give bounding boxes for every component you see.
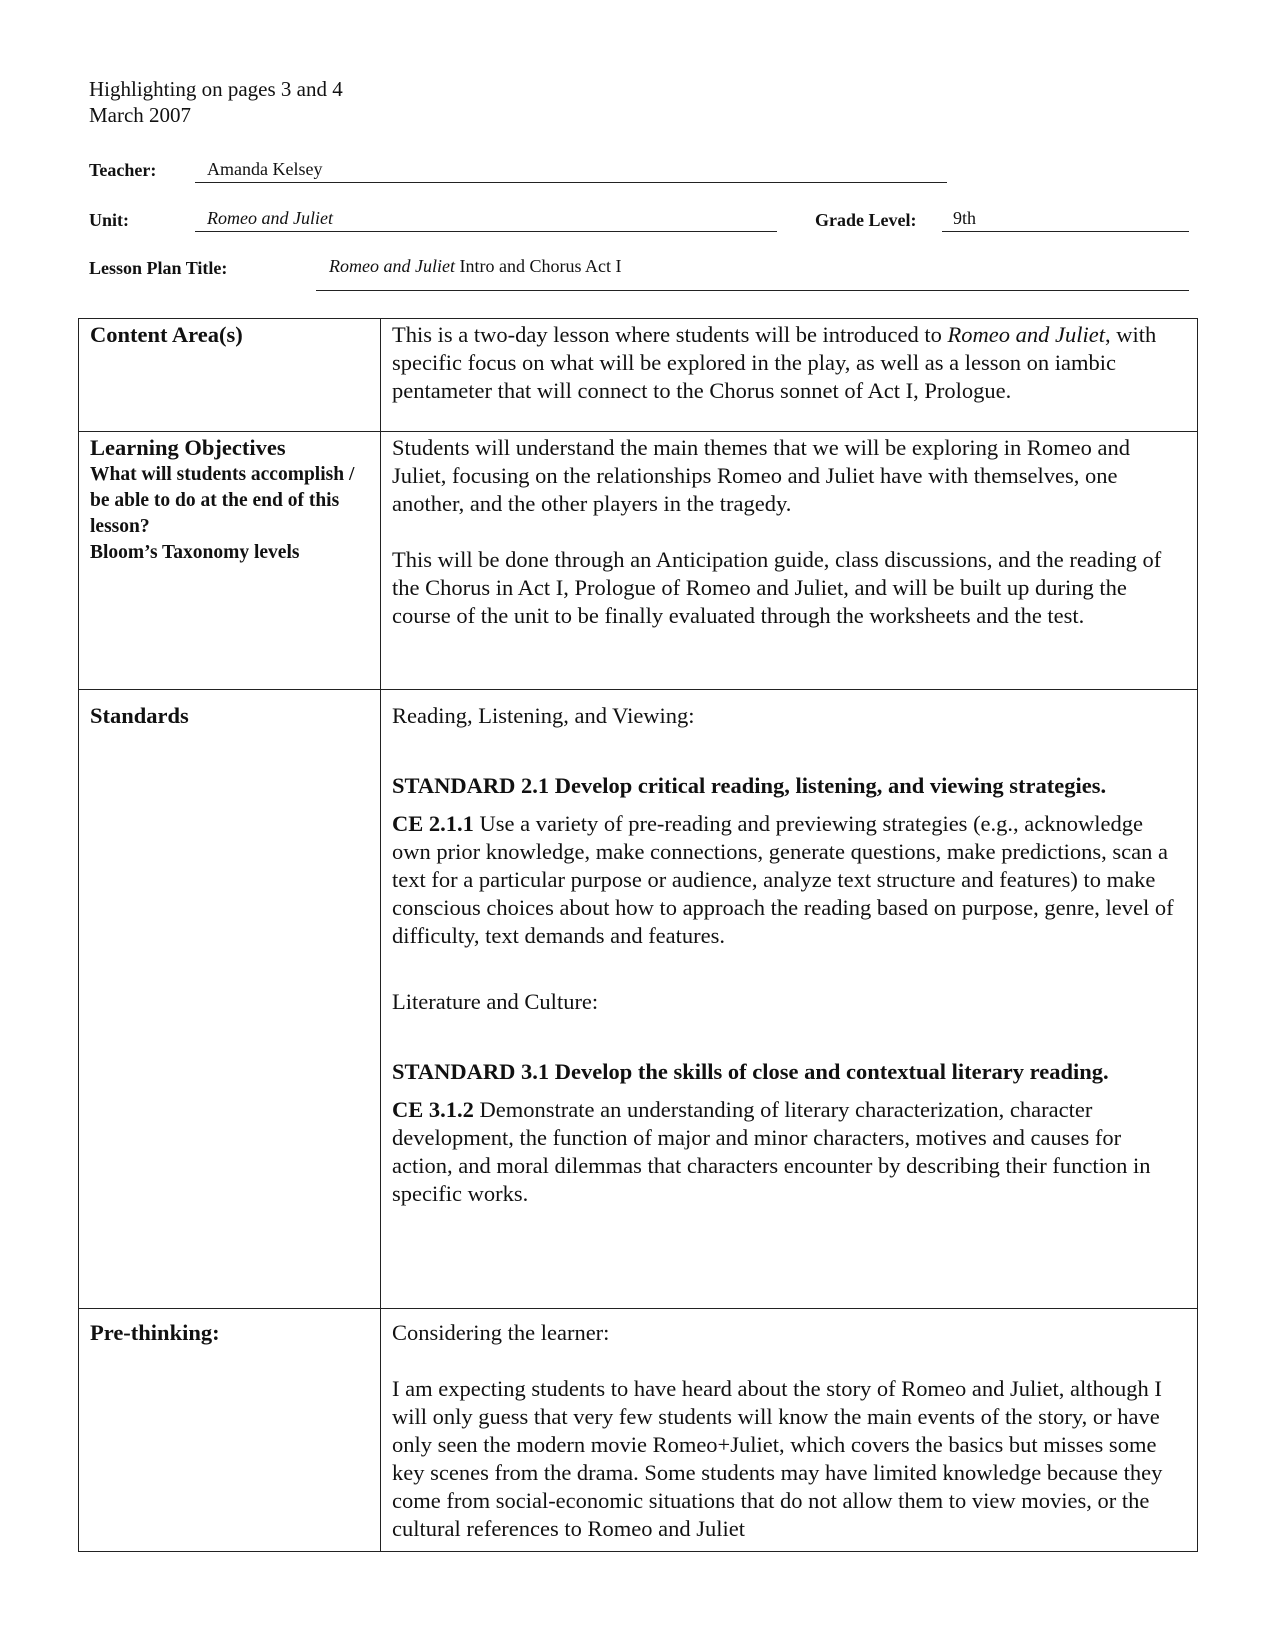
unit-underline <box>195 231 777 232</box>
lesson-title-label: Lesson Plan Title: <box>89 258 228 278</box>
teacher-value: Amanda Kelsey <box>207 159 323 179</box>
unit-label: Unit: <box>89 210 129 230</box>
ce-2-1-1-text: Use a variety of pre-reading and previewing strategies (e.g., acknowledge own prior knowledge, make connections, generate questions, make predictions, scan a text for a particular purpose or audience, analyze text structure and features) to make conscious choices about how to approach the reading based on purpose, genre, level of difficulty, text demands and features. <box>392 811 1174 948</box>
grade-label: Grade Level: <box>815 210 917 230</box>
lesson-title-rest: Intro and Chorus Act I <box>454 256 622 276</box>
ce-2-1-1-code: CE 2.1.1 <box>392 811 474 836</box>
objectives-text-cell <box>381 432 1198 690</box>
header-note <box>89 76 343 128</box>
prethinking-section: Considering the learner: <box>392 1320 610 1345</box>
standard-3-1: STANDARD 3.1 Develop the skills of close and contextual literary reading. <box>392 1059 1109 1084</box>
standards-text-cell <box>381 690 1198 1309</box>
teacher-underline <box>195 182 947 183</box>
content-area-text-italic: Romeo and Juliet <box>947 322 1105 347</box>
content-area-heading: Content Area(s) <box>90 322 243 347</box>
objectives-heading: Learning Objectives <box>90 435 286 460</box>
lesson-title-underline <box>316 290 1189 291</box>
standards-heading: Standards <box>90 703 189 728</box>
row-pre-thinking <box>79 1309 1198 1552</box>
objectives-label-cell <box>79 432 381 690</box>
standards-label-cell <box>79 690 381 1309</box>
teacher-label: Teacher: <box>89 160 157 180</box>
lesson-title-value <box>329 256 621 277</box>
note-line-1: Highlighting on pages 3 and 4 <box>89 77 343 101</box>
ce-3-1-2-code: CE 3.1.2 <box>392 1097 474 1122</box>
content-area-text-b: , with specific focus on what will be explored in the play, as well as a lesson on iambic pentameter that will connect to the Chorus sonnet of Act I, Prologue. <box>392 322 1157 403</box>
grade-value: 9th <box>953 208 977 228</box>
ce-2-1-1 <box>392 810 1187 950</box>
content-area-text-cell <box>381 319 1198 432</box>
prethinking-text-cell <box>381 1309 1198 1552</box>
ce-3-1-2-text: Demonstrate an understanding of literary characterization, character development, the function of major and minor characters, motives and causes for action, and moral dilemmas that characters encounter by describing their function in specific works. <box>392 1097 1151 1206</box>
prethinking-para: I am expecting students to have heard about the story of Romeo and Juliet, although I will only guess that very few students will know the main events of the story, or have only seen the modern movie Romeo+Juliet, which covers the basics but misses some key scenes from the drama. Some students may have limited knowledge because they come from social-economic situations that do not allow them to view movies, or the cultural references to Romeo and Juliet <box>392 1376 1163 1541</box>
lesson-title-italic: Romeo and Juliet <box>329 256 455 276</box>
ce-3-1-2 <box>392 1096 1187 1208</box>
lesson-plan-table <box>78 318 1198 1552</box>
objectives-para-2: This will be done through an Anticipation guide, class discussions, and the reading of the Chorus in Act I, Prologue of Romeo and Juliet, and will be built up during the course of the unit to be finally evaluated through the worksheets and the test. <box>392 547 1162 628</box>
standard-2-1: STANDARD 2.1 Develop critical reading, listening, and viewing strategies. <box>392 773 1107 798</box>
objectives-para-1: Students will understand the main themes that we will be exploring in Romeo and Juliet, focusing on the relationships Romeo and Juliet have with themselves, one another, and the other players in the tragedy. <box>392 435 1130 516</box>
content-area-text-a: This is a two-day lesson where students will be introduced to <box>392 322 948 347</box>
objectives-subheading: What will students accomplish / be able to do at the end of this lesson? <box>90 464 355 537</box>
prethinking-heading: Pre-thinking: <box>90 1320 220 1345</box>
note-line-2: March 2007 <box>89 103 192 127</box>
grade-underline <box>942 231 1189 232</box>
content-area-label-cell <box>79 319 381 432</box>
standards-section-2: Literature and Culture: <box>392 989 599 1014</box>
row-learning-objectives <box>79 432 1198 690</box>
unit-value: Romeo and Juliet <box>207 208 333 228</box>
prethinking-label-cell <box>79 1309 381 1552</box>
standards-section-1: Reading, Listening, and Viewing: <box>392 703 695 728</box>
row-standards <box>79 690 1198 1309</box>
row-content-area <box>79 319 1198 432</box>
blooms-taxonomy-label: Bloom’s Taxonomy levels <box>90 542 300 563</box>
